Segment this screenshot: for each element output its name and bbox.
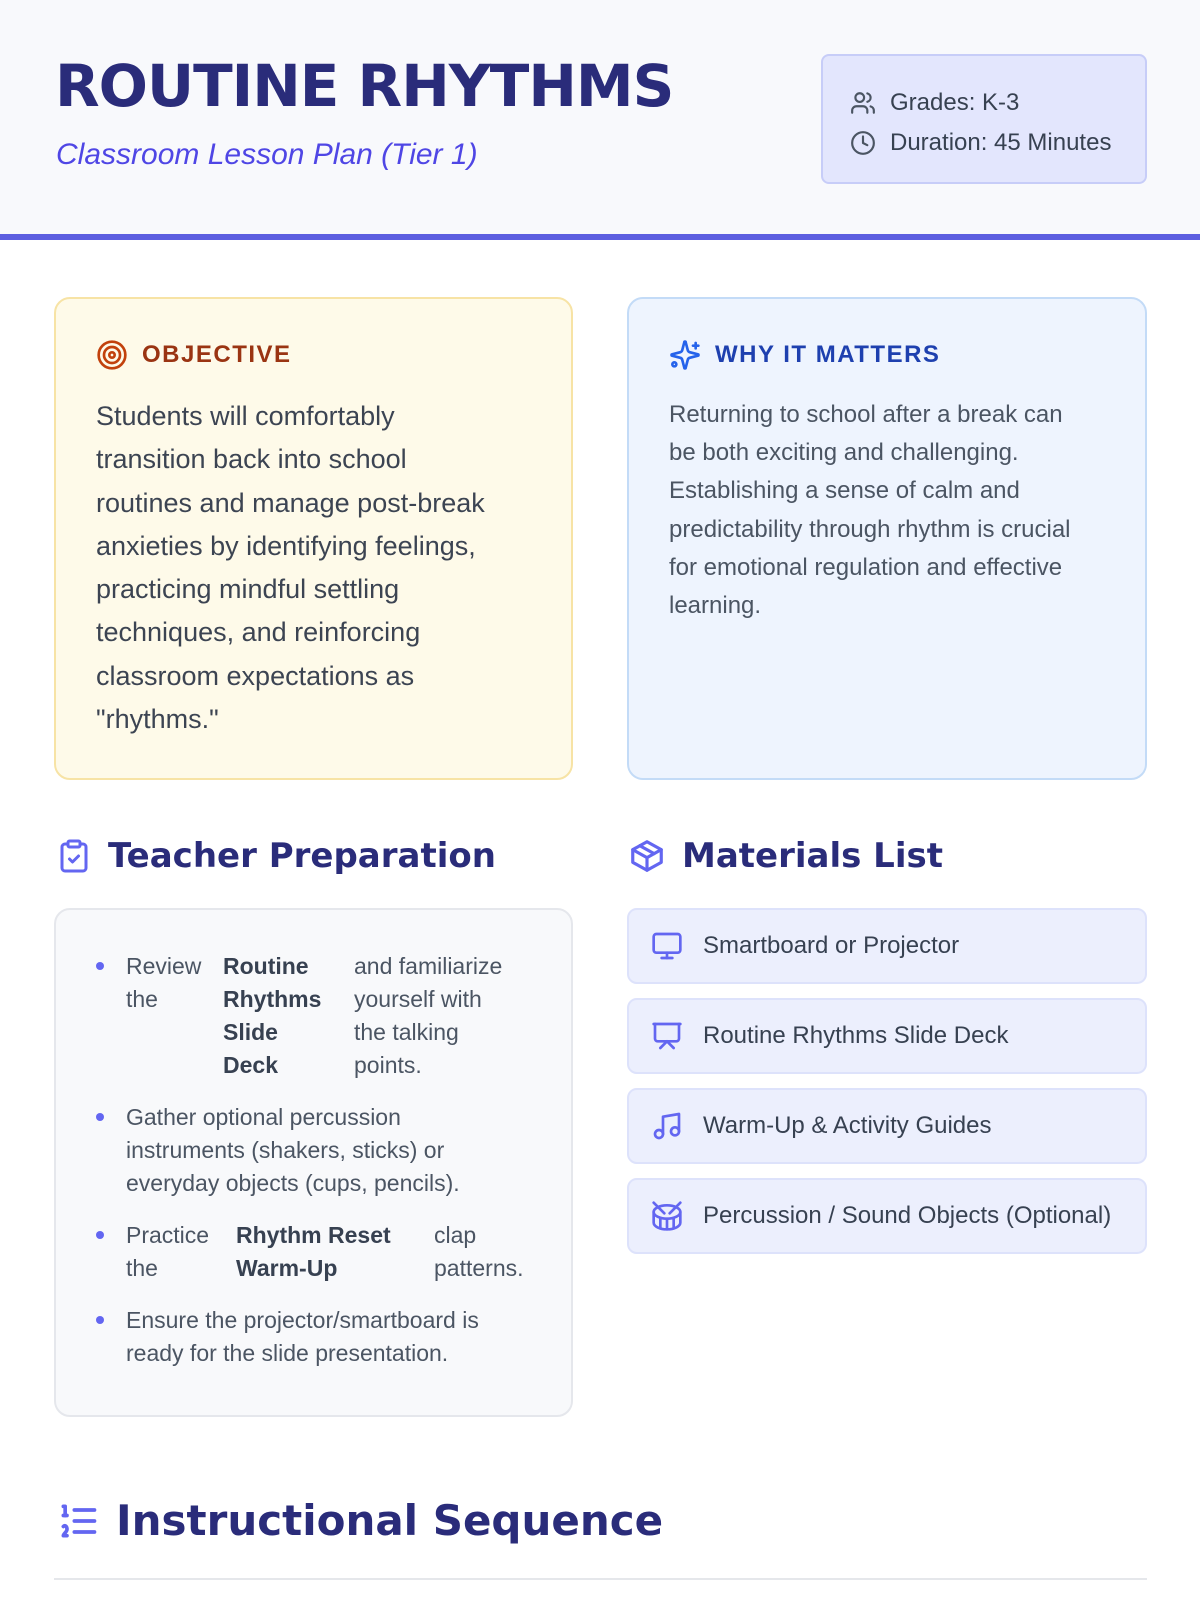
prep-text: Practice	[126, 1222, 210, 1248]
prep-text-bold: Rhythms	[223, 986, 322, 1012]
sparkles-icon	[669, 339, 701, 371]
package-icon	[628, 837, 666, 875]
prep-item-col	[126, 1219, 236, 1285]
objective-heading-text: OBJECTIVE	[142, 341, 292, 368]
why-text	[669, 396, 1119, 625]
prep-text: Gather optional percussion	[126, 1104, 401, 1130]
page-subtitle: Classroom Lesson Plan (Tier 1)	[56, 138, 478, 171]
prep-item-col	[126, 950, 223, 1082]
material-item	[627, 998, 1147, 1074]
why-it-matters-card	[627, 297, 1147, 780]
grades-row	[850, 83, 1145, 123]
section-divider	[54, 1578, 1147, 1580]
duration-text: Duration: 45 Minutes	[890, 129, 1112, 156]
objective-line: practicing mindful settling	[96, 574, 400, 605]
prep-text-bold: Warm-Up	[236, 1255, 338, 1281]
objective-line: anxieties by identifying feelings,	[96, 530, 476, 561]
prep-text: points.	[354, 1052, 422, 1078]
prep-item-col	[434, 1219, 524, 1285]
prep-text-bold: Deck	[223, 1052, 278, 1078]
material-label: Warm-Up & Activity Guides	[703, 1112, 992, 1139]
prep-text: ready for the slide presentation.	[126, 1340, 449, 1366]
teacher-prep-box	[54, 908, 573, 1417]
prep-item	[96, 1101, 460, 1200]
objective-line: techniques, and reinforcing	[96, 617, 421, 648]
material-item	[627, 1178, 1147, 1254]
material-label: Routine Rhythms Slide Deck	[703, 1022, 1009, 1049]
numbered-list-icon	[56, 1499, 100, 1543]
bullet-dot	[96, 1231, 104, 1239]
prep-text: yourself with	[354, 986, 482, 1012]
prep-text-bold: Slide	[223, 1019, 278, 1045]
clipboard-check-icon	[56, 837, 92, 875]
users-icon	[850, 90, 876, 116]
prep-item-col	[126, 1101, 460, 1200]
why-heading	[669, 339, 940, 371]
prep-item	[96, 1304, 479, 1370]
why-line: Returning to school after a break can	[669, 401, 1063, 428]
drum-icon	[651, 1200, 683, 1232]
monitor-icon	[651, 930, 683, 962]
objective-card	[54, 297, 573, 780]
objective-heading	[96, 339, 292, 371]
material-label: Percussion / Sound Objects (Optional)	[703, 1202, 1112, 1229]
why-heading-text: WHY IT MATTERS	[715, 341, 941, 368]
prep-text: clap	[434, 1222, 477, 1248]
prep-item-col-bold	[223, 950, 354, 1082]
grades-text: Grades: K-3	[890, 89, 1020, 116]
prep-text-bold: Rhythm Reset	[236, 1222, 391, 1248]
objective-line: routines and manage post-break	[96, 487, 485, 518]
clock-icon	[850, 130, 876, 156]
why-line: learning.	[669, 592, 762, 620]
lesson-meta-box	[821, 54, 1147, 184]
why-line: be both exciting and challenging.	[669, 439, 1019, 467]
objective-line: transition back into school	[96, 444, 407, 475]
prep-text: Review	[126, 953, 202, 979]
objective-line: Students will comfortably	[96, 401, 395, 431]
duration-row	[850, 123, 1145, 163]
prep-text: the	[126, 986, 158, 1012]
why-line: Establishing a sense of calm and	[669, 477, 1020, 505]
prep-text: patterns.	[434, 1255, 524, 1281]
objective-line: classroom expectations as	[96, 660, 415, 691]
bullet-dot	[96, 1316, 104, 1324]
teacher-prep-heading-text: Teacher Preparation	[108, 836, 496, 876]
material-item	[627, 1088, 1147, 1164]
prep-text: the talking	[354, 1019, 459, 1045]
teacher-prep-heading	[56, 836, 496, 876]
prep-item-col	[126, 1304, 479, 1370]
prep-item-col	[354, 950, 502, 1082]
objective-line: "rhythms."	[96, 704, 219, 735]
prep-text: and familiarize	[354, 953, 503, 979]
page-header	[0, 0, 1200, 240]
prep-text-bold: Routine	[223, 953, 309, 979]
materials-heading-text: Materials List	[682, 836, 943, 876]
music-note-icon	[651, 1110, 683, 1142]
prep-item-col-bold	[236, 1219, 434, 1285]
objective-text	[96, 395, 536, 741]
bullet-dot	[96, 1113, 104, 1121]
presentation-icon	[651, 1020, 683, 1052]
prep-text: the	[126, 1255, 158, 1281]
prep-item	[96, 1219, 524, 1285]
materials-heading	[628, 836, 943, 876]
bullet-dot	[96, 962, 104, 970]
page-title: ROUTINE RHYTHMS	[55, 52, 674, 120]
target-icon	[96, 339, 128, 371]
sequence-heading-text: Instructional Sequence	[116, 1496, 664, 1545]
material-label: Smartboard or Projector	[703, 932, 960, 959]
sequence-heading	[56, 1496, 663, 1545]
why-line: for emotional regulation and effective	[669, 553, 1063, 581]
prep-item	[96, 950, 502, 1082]
prep-text: everyday objects (cups, pencils).	[126, 1170, 460, 1196]
why-line: predictability through rhythm is crucial	[669, 515, 1071, 543]
material-item	[627, 908, 1147, 984]
prep-text: Ensure the projector/smartboard is	[126, 1307, 479, 1333]
prep-text: instruments (shakers, sticks) or	[126, 1137, 445, 1163]
